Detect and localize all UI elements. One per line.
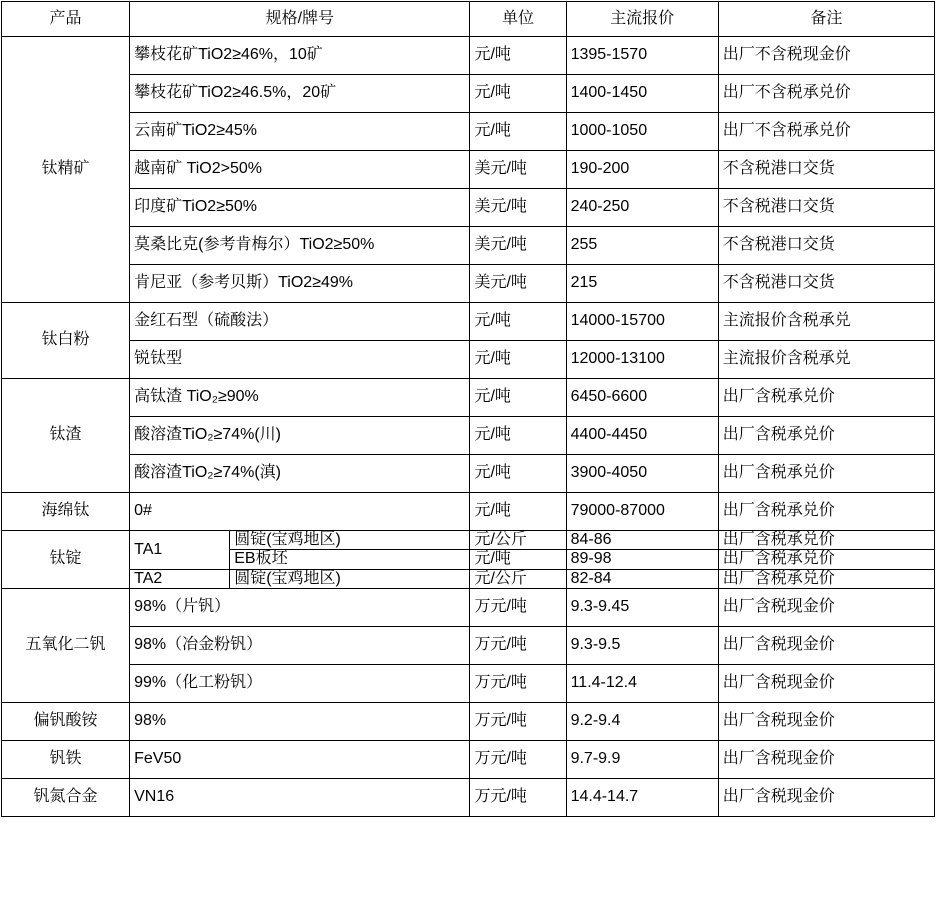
table-row xyxy=(2,703,935,741)
spec-cell: 98%（冶金粉钒） xyxy=(130,627,470,665)
unit-cell: 元/吨 xyxy=(470,341,566,379)
note-cell: 出厂含税现金价 xyxy=(718,703,934,741)
price-cell: 1395-1570 xyxy=(566,37,718,75)
unit-cell: 美元/吨 xyxy=(470,265,566,303)
spec-cell: 越南矿 TiO2>50% xyxy=(130,151,470,189)
category-cell: 钒氮合金 xyxy=(2,779,130,817)
header-price: 主流报价 xyxy=(566,2,718,37)
price-cell: 9.7-9.9 xyxy=(566,741,718,779)
category-cell: 偏钒酸铵 xyxy=(2,703,130,741)
unit-cell: 元/公斤 xyxy=(470,531,566,550)
unit-cell: 万元/吨 xyxy=(470,703,566,741)
note-cell: 出厂不含税承兑价 xyxy=(718,113,934,151)
unit-cell: 美元/吨 xyxy=(470,151,566,189)
unit-cell: 万元/吨 xyxy=(470,589,566,627)
note-cell: 出厂不含税现金价 xyxy=(718,37,934,75)
spec-cell: 高钛渣 TiO₂≥90% xyxy=(130,379,470,417)
note-cell: 出厂含税现金价 xyxy=(718,665,934,703)
note-cell: 主流报价含税承兑 xyxy=(718,303,934,341)
price-cell: 3900-4050 xyxy=(566,455,718,493)
price-cell: 240-250 xyxy=(566,189,718,227)
spec-cell: 云南矿TiO2≥45% xyxy=(130,113,470,151)
note-cell: 出厂含税承兑价 xyxy=(718,531,934,550)
header-note: 备注 xyxy=(718,2,934,37)
table-row xyxy=(2,531,935,550)
unit-cell: 元/吨 xyxy=(470,379,566,417)
table-row xyxy=(2,265,935,303)
spec-cell: 98%（片钒） xyxy=(130,589,470,627)
price-cell: 1400-1450 xyxy=(566,75,718,113)
note-cell: 不含税港口交货 xyxy=(718,265,934,303)
spec-cell: VN16 xyxy=(130,779,470,817)
table-row xyxy=(2,379,935,417)
table-row xyxy=(2,227,935,265)
table-row xyxy=(2,113,935,151)
grade-cell: TA2 xyxy=(130,569,230,588)
table-row xyxy=(2,665,935,703)
unit-cell: 万元/吨 xyxy=(470,779,566,817)
note-cell: 出厂含税承兑价 xyxy=(718,417,934,455)
note-cell: 出厂不含税承兑价 xyxy=(718,75,934,113)
price-cell: 12000-13100 xyxy=(566,341,718,379)
note-cell: 不含税港口交货 xyxy=(718,189,934,227)
unit-cell: 元/吨 xyxy=(470,550,566,569)
unit-cell: 万元/吨 xyxy=(470,665,566,703)
table-row xyxy=(2,455,935,493)
price-cell: 14.4-14.7 xyxy=(566,779,718,817)
unit-cell: 万元/吨 xyxy=(470,627,566,665)
unit-cell: 美元/吨 xyxy=(470,227,566,265)
category-cell: 海绵钛 xyxy=(2,493,130,531)
price-cell: 190-200 xyxy=(566,151,718,189)
table-row xyxy=(2,741,935,779)
price-cell: 215 xyxy=(566,265,718,303)
spec-cell: FeV50 xyxy=(130,741,470,779)
unit-cell: 元/吨 xyxy=(470,417,566,455)
unit-cell: 元/吨 xyxy=(470,493,566,531)
table-row xyxy=(2,151,935,189)
unit-cell: 元/吨 xyxy=(470,455,566,493)
price-cell: 14000-15700 xyxy=(566,303,718,341)
note-cell: 出厂含税承兑价 xyxy=(718,493,934,531)
category-cell: 钛精矿 xyxy=(2,37,130,303)
note-cell: 出厂含税现金价 xyxy=(718,741,934,779)
note-cell: 出厂含税现金价 xyxy=(718,779,934,817)
unit-cell: 元/吨 xyxy=(470,113,566,151)
unit-cell: 元/吨 xyxy=(470,75,566,113)
table-row xyxy=(2,589,935,627)
note-cell: 出厂含税承兑价 xyxy=(718,455,934,493)
note-cell: 不含税港口交货 xyxy=(718,151,934,189)
spec-cell: 莫桑比克(参考肯梅尔）TiO2≥50% xyxy=(130,227,470,265)
note-cell: 不含税港口交货 xyxy=(718,227,934,265)
price-cell: 1000-1050 xyxy=(566,113,718,151)
table-row xyxy=(2,569,935,588)
spec-cell: 肯尼亚（参考贝斯）TiO2≥49% xyxy=(130,265,470,303)
price-cell: 9.3-9.45 xyxy=(566,589,718,627)
table-row xyxy=(2,75,935,113)
spec-cell: 印度矿TiO2≥50% xyxy=(130,189,470,227)
category-cell: 钛白粉 xyxy=(2,303,130,379)
table-row xyxy=(2,37,935,75)
table-row xyxy=(2,303,935,341)
spec-cell: 0# xyxy=(130,493,470,531)
table-row xyxy=(2,417,935,455)
unit-cell: 元/吨 xyxy=(470,37,566,75)
unit-cell: 元/吨 xyxy=(470,303,566,341)
form-cell: 圆锭(宝鸡地区) xyxy=(230,531,470,550)
note-cell: 出厂含税承兑价 xyxy=(718,550,934,569)
price-cell: 79000-87000 xyxy=(566,493,718,531)
spec-cell: 攀枝花矿TiO2≥46%，10矿 xyxy=(130,37,470,75)
category-cell: 钛渣 xyxy=(2,379,130,493)
header-product: 产品 xyxy=(2,2,130,37)
header-spec: 规格/牌号 xyxy=(130,2,470,37)
price-cell: 6450-6600 xyxy=(566,379,718,417)
grade-cell: TA1 xyxy=(130,531,230,570)
price-cell: 89-98 xyxy=(566,550,718,569)
price-cell: 9.3-9.5 xyxy=(566,627,718,665)
spec-cell: 攀枝花矿TiO2≥46.5%，20矿 xyxy=(130,75,470,113)
price-cell: 82-84 xyxy=(566,569,718,588)
spec-cell: 98% xyxy=(130,703,470,741)
category-cell: 五氧化二钒 xyxy=(2,589,130,703)
unit-cell: 美元/吨 xyxy=(470,189,566,227)
unit-cell: 万元/吨 xyxy=(470,741,566,779)
spec-cell: 酸溶渣TiO₂≥74%(川) xyxy=(130,417,470,455)
table-row xyxy=(2,189,935,227)
note-cell: 出厂含税承兑价 xyxy=(718,379,934,417)
table-header-row xyxy=(2,2,935,37)
spec-cell: 金红石型（硫酸法） xyxy=(130,303,470,341)
titanium-vanadium-price-table xyxy=(1,1,935,817)
price-cell: 9.2-9.4 xyxy=(566,703,718,741)
table-row xyxy=(2,341,935,379)
price-cell: 11.4-12.4 xyxy=(566,665,718,703)
note-cell: 主流报价含税承兑 xyxy=(718,341,934,379)
spec-cell: 99%（化工粉钒） xyxy=(130,665,470,703)
note-cell: 出厂含税现金价 xyxy=(718,627,934,665)
category-cell: 钒铁 xyxy=(2,741,130,779)
table-row xyxy=(2,627,935,665)
note-cell: 出厂含税现金价 xyxy=(718,589,934,627)
table-row xyxy=(2,779,935,817)
price-cell: 255 xyxy=(566,227,718,265)
header-unit: 单位 xyxy=(470,2,566,37)
form-cell: EB板坯 xyxy=(230,550,470,569)
unit-cell: 元/公斤 xyxy=(470,569,566,588)
spec-cell: 酸溶渣TiO₂≥74%(滇) xyxy=(130,455,470,493)
form-cell: 圆锭(宝鸡地区) xyxy=(230,569,470,588)
price-cell: 4400-4450 xyxy=(566,417,718,455)
category-cell: 钛锭 xyxy=(2,531,130,589)
price-cell: 84-86 xyxy=(566,531,718,550)
spec-cell: 锐钛型 xyxy=(130,341,470,379)
table-row xyxy=(2,493,935,531)
note-cell: 出厂含税承兑价 xyxy=(718,569,934,588)
